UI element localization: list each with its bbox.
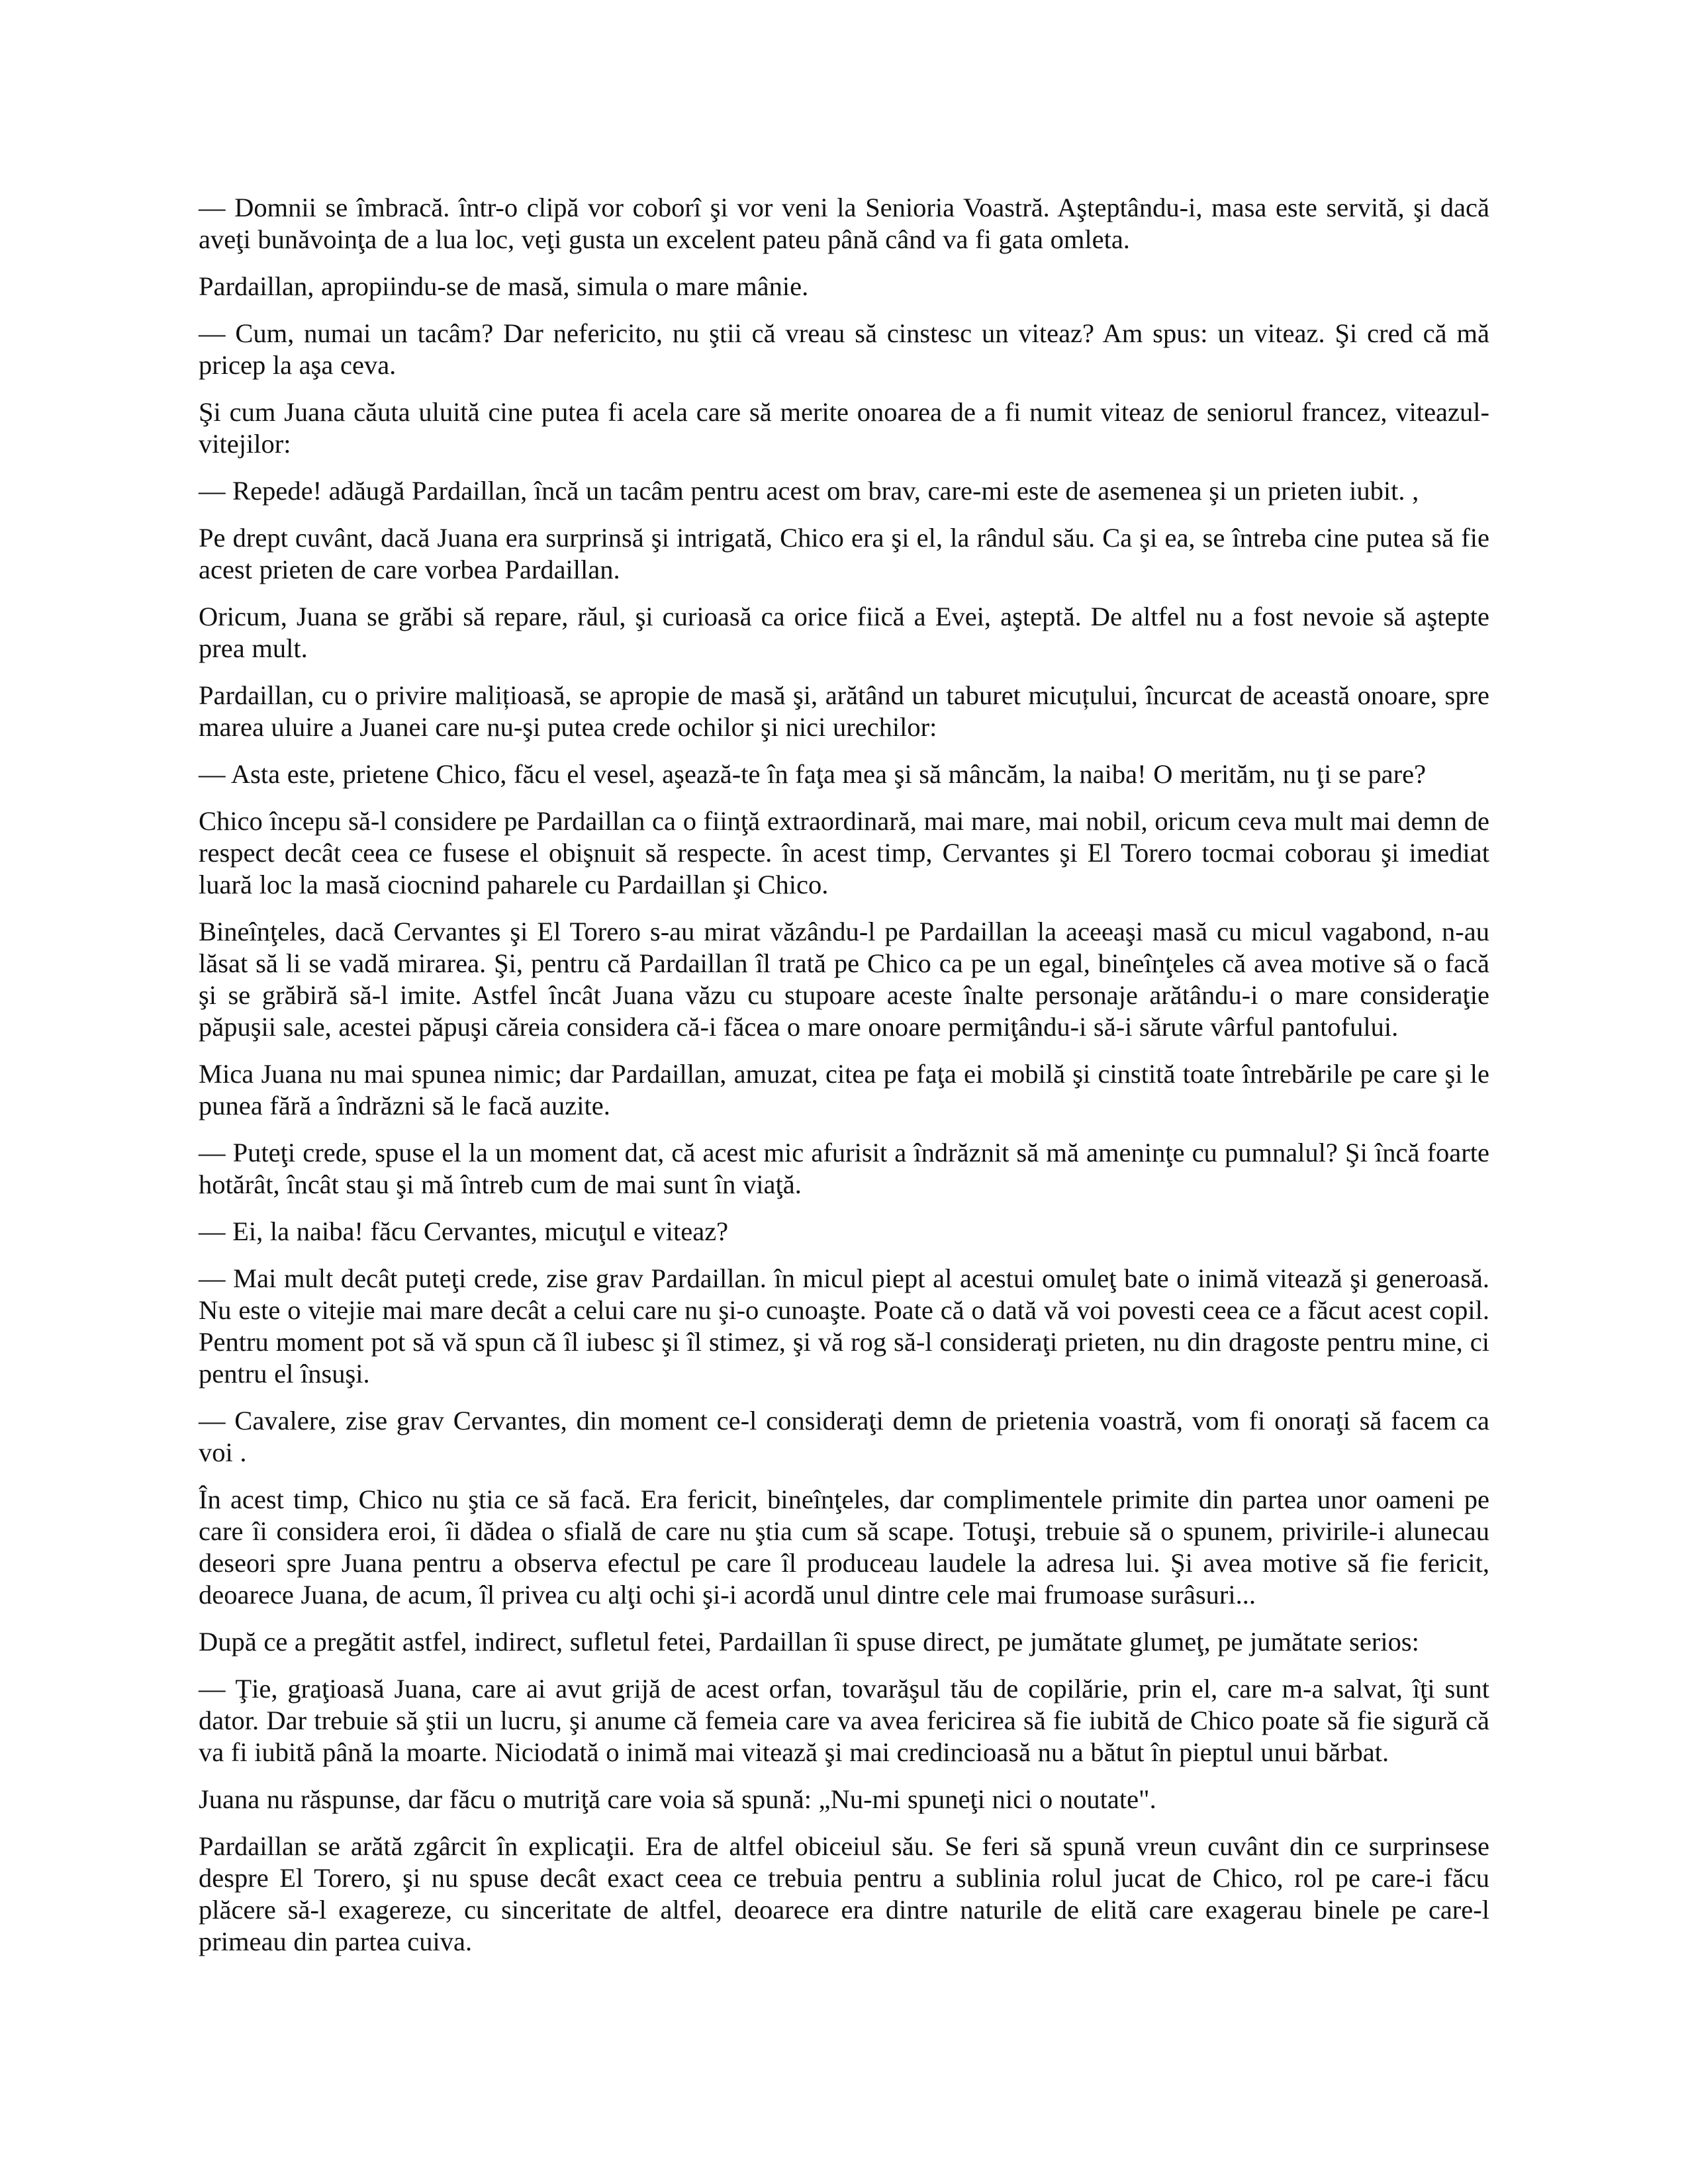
paragraph: — Repede! adăugă Pardaillan, încă un tacâm pentru acest om brav, care-mi este de asemenea şi un prieten iubit. , <box>199 476 1419 506</box>
paragraph: Oricum, Juana se grăbi să repare, răul, şi curioasă ca orice fiică a Evei, aşteptă. De altfel nu a fost nevoie să aştepte prea mult. <box>199 602 1489 663</box>
paragraph: — Cum, numai un tacâm? Dar nefericito, nu ştii că vreau să cinstesc un viteaz? Am spus: un viteaz. Şi cred că mă pricep la aşa ceva. <box>199 318 1489 380</box>
paragraph: Pardaillan, cu o privire malițioasă, se apropie de masă şi, arătând un taburet micuțului, încurcat de această onoare, spre marea uluire a Juanei care nu-şi putea crede ochilor şi nici urechilor: <box>199 680 1489 742</box>
paragraph: Bineînţeles, dacă Cervantes şi El Torero s-au mirat văzându-l pe Pardaillan la aceeaşi masă cu micul vagabond, n-au lăsat să li se vadă mirarea. Şi, pentru că Pardaillan îl trată pe Chico ca pe un egal, bineînţeles că avea motive să o facă şi se grăbiră să-l imite. Astfel încât Juana văzu cu stupoare aceste înalte personaje arătându-i o mare consideraţie păpuşii sale, acestei păpuşi căreia considera că-i făcea o mare onoare permiţându-i să-i sărute vârful pantofului. <box>199 917 1489 1042</box>
paragraph: După ce a pregătit astfel, indirect, sufletul fetei, Pardaillan îi spuse direct, pe jumătate glumeţ, pe jumătate serios: <box>199 1627 1419 1657</box>
paragraph: Pe drept cuvânt, dacă Juana era surprinsă şi intrigată, Chico era şi el, la rândul său. Ca şi ea, se întreba cine putea să fie acest prieten de care vorbea Pardaillan. <box>199 523 1489 584</box>
paragraph: — Ţie, graţioasă Juana, care ai avut grijă de acest orfan, tovarăşul tău de copilărie, prin el, care m-a salvat, îţi sunt dator. Dar trebuie să ştii un lucru, şi anume că femeia care va avea fericirea să fie iubită de Chico poate să fie sigură că va fi iubită până la moarte. Niciodată o inimă mai vitează şi mai credincioasă nu a bătut în pieptul unui bărbat. <box>199 1674 1489 1767</box>
paragraph: Pardaillan, apropiindu-se de masă, simula o mare mânie. <box>199 271 809 301</box>
paragraph: Pardaillan se arătă zgârcit în explicaţii. Era de altfel obiceiul său. Se feri să spună vreun cuvânt din ce surprinsese despre El Torero, şi nu spuse decât exact ceea ce trebuia pentru a sublinia rolul jucat de Chico, rol pe care-i făcu plăcere să-l exagereze, cu sinceritate de altfel, deoarece era dintre naturile de elită care exagerau binele pe care-l primeau din partea cuiva. <box>199 1831 1489 1956</box>
paragraph: — Puteţi crede, spuse el la un moment dat, că acest mic afurisit a îndrăznit să mă ameninţe cu pumnalul? Şi încă foarte hotărât, încât stau şi mă întreb cum de mai sunt în viaţă. <box>199 1138 1489 1199</box>
paragraph: Şi cum Juana căuta uluită cine putea fi acela care să merite onoarea de a fi numit viteaz de seniorul francez, viteazul-vitejilor: <box>199 397 1489 459</box>
document-page <box>199 192 1489 1973</box>
paragraph: Mica Juana nu mai spunea nimic; dar Pardaillan, amuzat, citea pe faţa ei mobilă şi cinstită toate întrebările pe care şi le punea fără a îndrăzni să le facă auzite. <box>199 1059 1489 1120</box>
paragraph: — Asta este, prietene Chico, făcu el vesel, aşează-te în faţa mea şi să mâncăm, la naiba! O merităm, nu ţi se pare? <box>199 759 1427 789</box>
paragraph: În acest timp, Chico nu ştia ce să facă. Era fericit, bineînţeles, dar complimentele primite din partea unor oameni pe care îi considera eroi, îi dădea o sfială de care nu ştia cum să scape. Totuşi, trebuie să o spunem, privirile-i alunecau deseori spre Juana pentru a observa efectul pe care îl produceau laudele la adresa lui. Şi avea motive să fie fericit, deoarece Juana, de acum, îl privea cu alţi ochi şi-i acordă unul dintre cele mai frumoase surâsuri... <box>199 1484 1489 1610</box>
paragraph: Chico începu să-l considere pe Pardaillan ca o fiinţă extraordinară, mai mare, mai nobil, oricum ceva mult mai demn de respect decât ceea ce fusese el obişnuit să respecte. în acest timp, Cervantes şi El Torero tocmai coborau şi imediat luară loc la masă ciocnind paharele cu Pardaillan şi Chico. <box>199 806 1489 899</box>
paragraph: — Ei, la naiba! făcu Cervantes, micuţul e viteaz? <box>199 1216 729 1246</box>
paragraph: Juana nu răspunse, dar făcu o mutriţă care voia să spună: „Nu-mi spuneţi nici o noutate". <box>199 1784 1156 1814</box>
paragraph: — Cavalere, zise grav Cervantes, din moment ce-l consideraţi demn de prietenia voastră, vom fi onoraţi să facem ca voi . <box>199 1406 1489 1467</box>
paragraph: — Mai mult decât puteţi crede, zise grav Pardaillan. în micul piept al acestui omuleţ bate o inimă vitează şi generoasă. Nu este o vitejie mai mare decât a celui care nu şi-o cunoaşte. Poate că o dată vă voi povesti ceea ce a făcut acest copil. Pentru moment pot să vă spun că îl iubesc şi îl stimez, şi vă rog să-l consideraţi prieten, nu din dragoste pentru mine, ci pentru el însuşi. <box>199 1263 1489 1388</box>
paragraph: — Domnii se îmbracă. într-o clipă vor coborî şi vor veni la Senioria Voastră. Aşteptându-i, masa este servită, şi dacă aveţi bunăvoinţa de a lua loc, veţi gusta un excelent pateu până când va fi gata omleta. <box>199 193 1489 254</box>
